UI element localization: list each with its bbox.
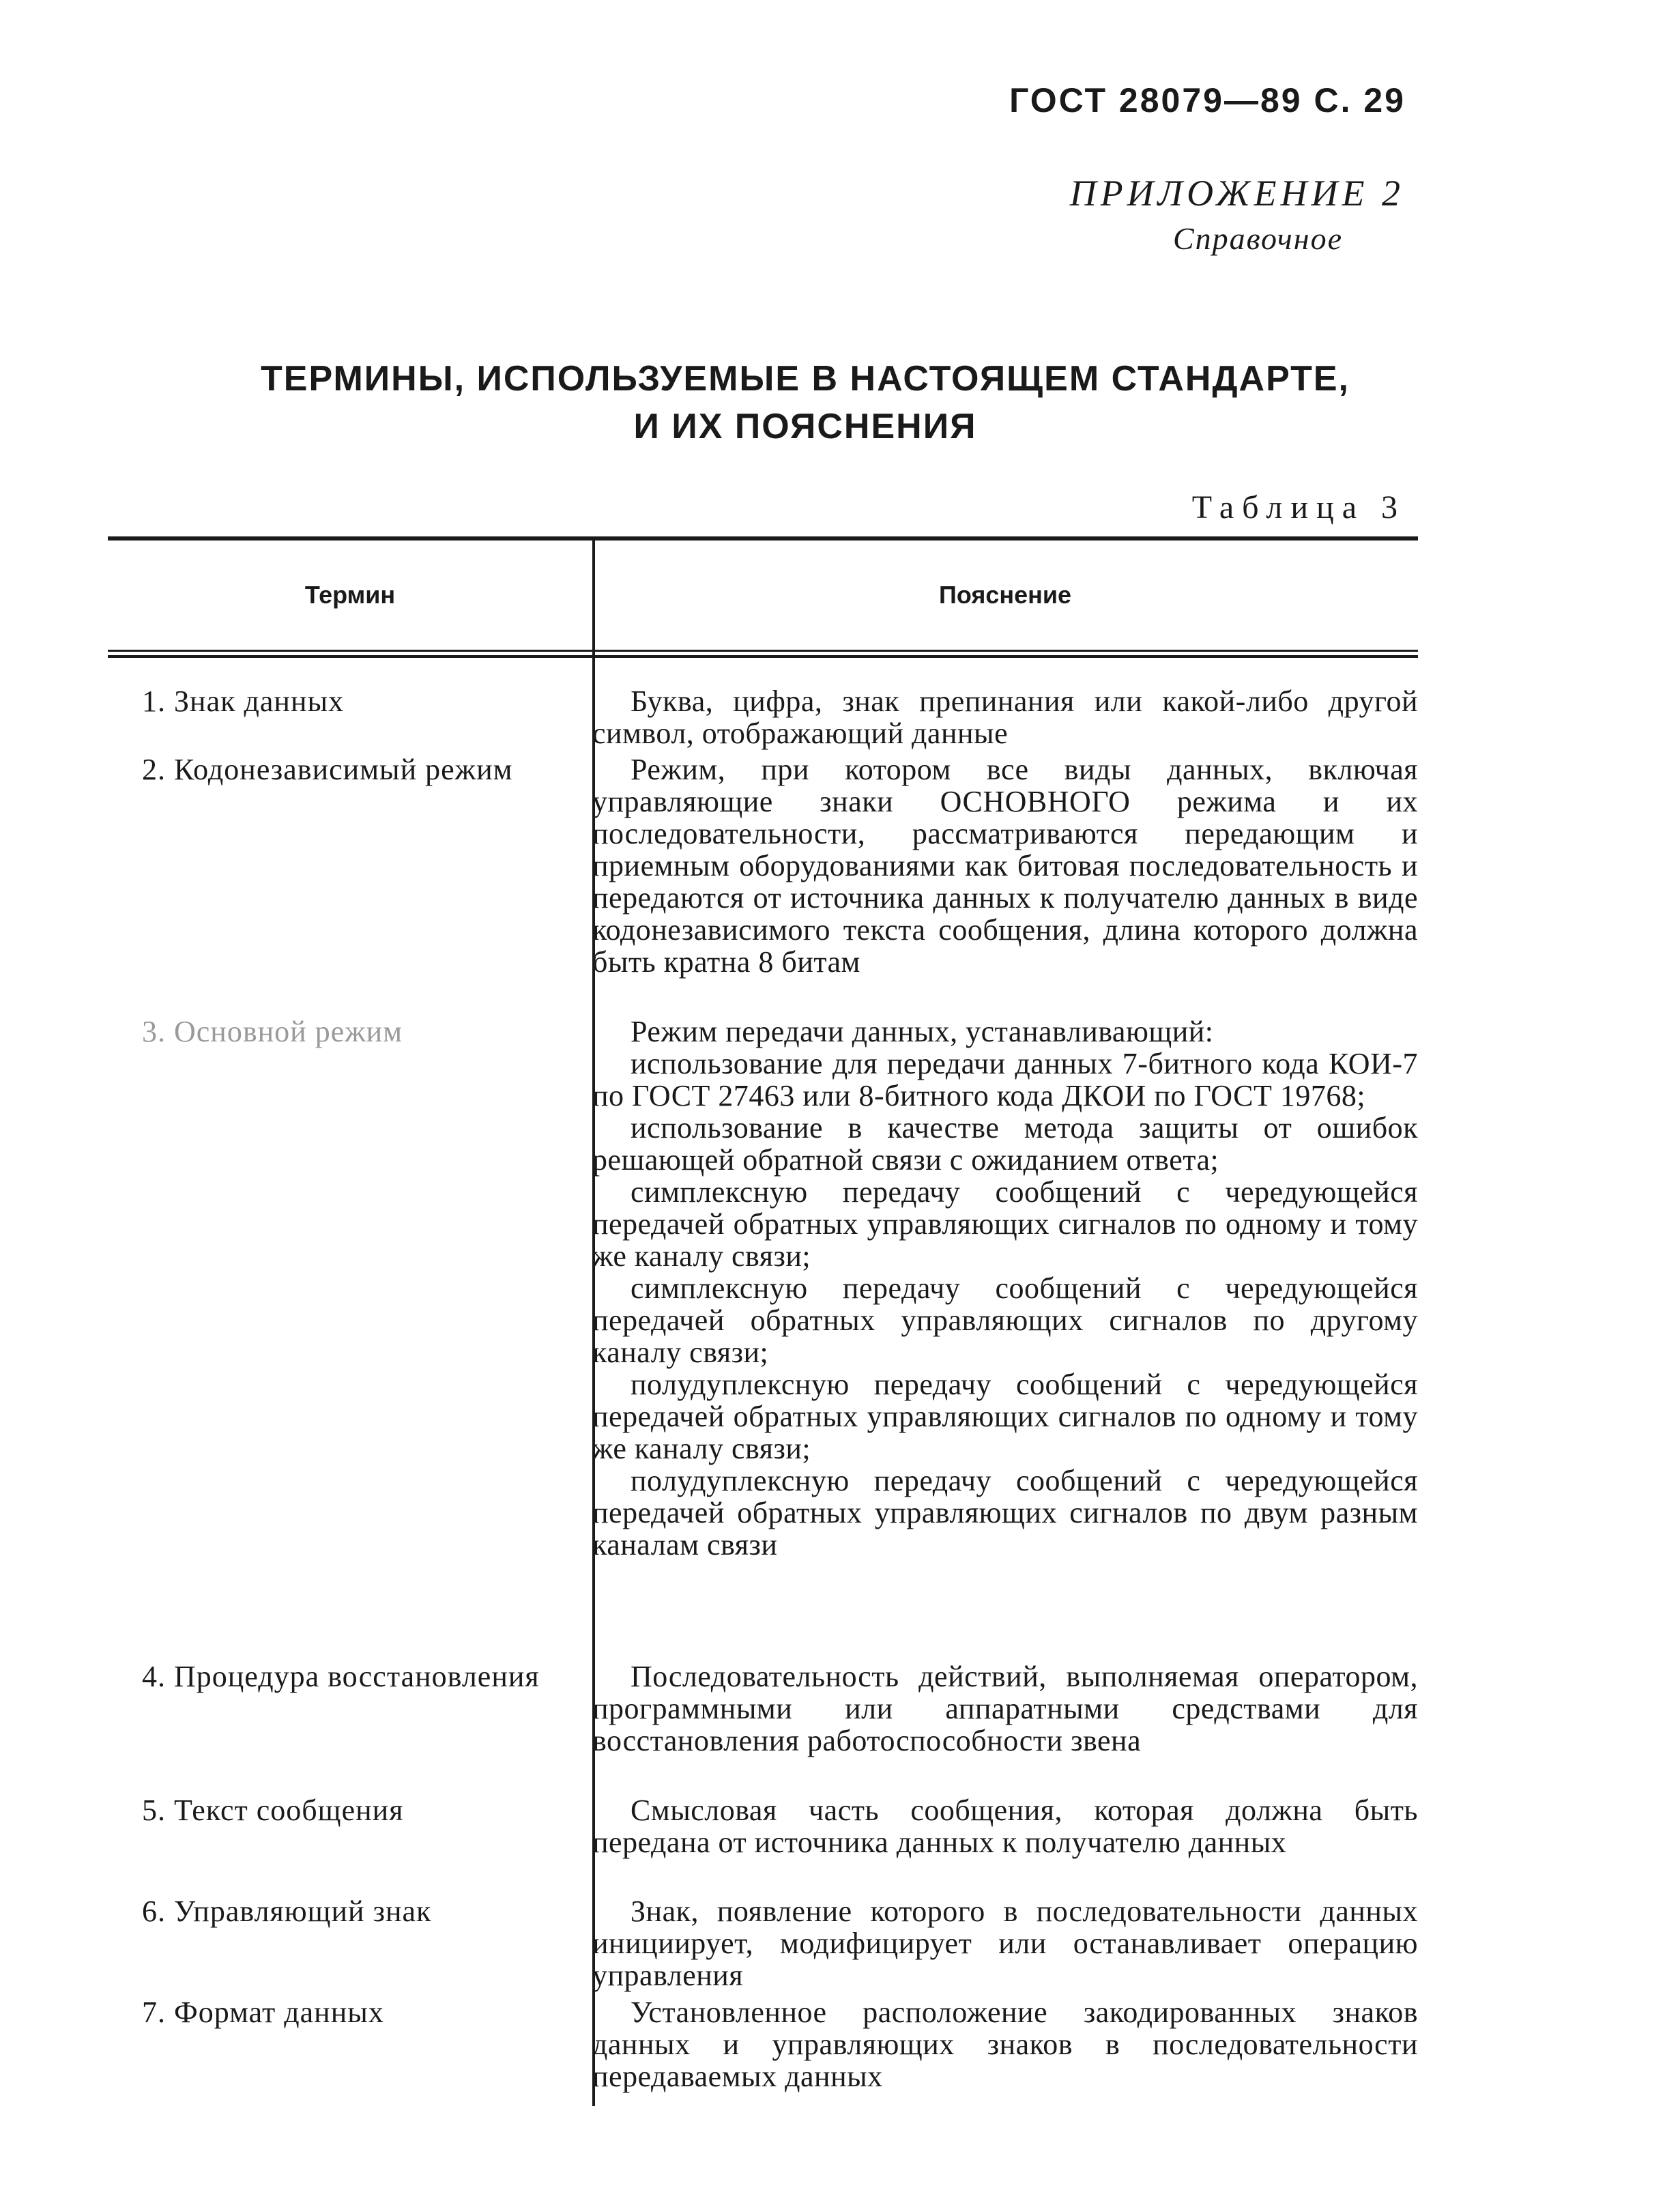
page-title [150, 355, 1460, 450]
explanation-cell [572, 1794, 1418, 1895]
explanation-text: использование для передачи данных 7-битного кода КОИ-7 по ГОСТ 27463 или 8-битного кода ДКОИ по ГОСТ 19768; [592, 1047, 1418, 1112]
table-row [108, 685, 1418, 753]
table-row [108, 1016, 1418, 1660]
explanation-text: симплексную передачу сообщений с чередующейся передачей обратных управляющих сигналов по другому каналу связи; [592, 1271, 1418, 1369]
explanation-text: Режим, при котором все виды данных, включая управляющие знаки ОСНОВНОГО режима и их последовательности, рассматриваются передающим и приемным оборудованиями как битовая последовательность и передаются от источника данных к получателю данных в виде кодонезависимого текста сообщения, длина которого должна быть кратна 8 битам [592, 753, 1418, 979]
explanation-cell [572, 1016, 1418, 1660]
term-cell: 1. Знак данных [142, 685, 345, 718]
explanation-text: Последовательность действий, выполняемая оператором, программными или аппаратными средствами для восстановления работоспособности звена [592, 1660, 1418, 1757]
term-cell: 6. Управляющий знак [142, 1895, 432, 1928]
explanation-text: использование в качестве метода защиты от ошибок решающей обратной связи с ожиданием ответа; [592, 1111, 1418, 1177]
explanation-text: полудуплексную передачу сообщений с чередующейся передачей обратных управляющих сигналов по двум разным каналам связи [592, 1464, 1418, 1561]
table-row [108, 1794, 1418, 1895]
explanation-cell [572, 1660, 1418, 1794]
header-explanation: Пояснение [938, 581, 1072, 609]
explanation-text: Смысловая часть сообщения, которая должна быть передана от источника данных к получателю данных [592, 1794, 1418, 1859]
header-term: Термин [304, 581, 396, 609]
term-cell: 2. Кодонезависимый режим [142, 753, 513, 786]
terms-table [108, 536, 1418, 2097]
explanation-text: Режим передачи данных, устанавливающий: [631, 1015, 1214, 1048]
appendix-number: ПРИЛОЖЕНИЕ 2 [1069, 173, 1404, 214]
term-cell: 3. Основной режим [142, 1015, 403, 1048]
title-line-1: ТЕРМИНЫ, ИСПОЛЬЗУЕМЫЕ В НАСТОЯЩЕМ СТАНДАРТЕ, [261, 359, 1350, 399]
header-double-rule [108, 650, 1418, 658]
table-row [108, 1996, 1418, 2097]
explanation-cell [572, 1895, 1418, 1996]
page-header-code: ГОСТ 28079—89 С. 29 [1009, 81, 1406, 119]
term-cell: 7. Формат данных [142, 1996, 384, 2029]
title-line-2: И ИХ ПОЯСНЕНИЯ [633, 407, 977, 446]
table-row [108, 1895, 1418, 1996]
table-row [108, 1660, 1418, 1794]
explanation-text: симплексную передачу сообщений с чередующейся передачей обратных управляющих сигналов по одному и тому же каналу связи; [592, 1175, 1418, 1273]
table-header [108, 541, 1418, 650]
explanation-cell [572, 753, 1418, 1016]
table-body [108, 658, 1418, 2097]
appendix-type: Справочное [1172, 221, 1343, 256]
term-cell: 4. Процедура восстановления [142, 1660, 540, 1693]
explanation-cell [572, 685, 1418, 753]
explanation-text: Установленное расположение закодированных знаков данных и управляющих знаков в последовательности передаваемых данных [592, 1996, 1418, 2093]
explanation-text: полудуплексную передачу сообщений с чередующейся передачей обратных управляющих сигналов по одному и тому же каналу связи; [592, 1368, 1418, 1465]
term-cell: 5. Текст сообщения [142, 1794, 404, 1827]
appendix-label [1070, 169, 1404, 261]
explanation-text: Знак, появление которого в последовательности данных инициирует, модифицирует или останавливает операцию управления [592, 1895, 1418, 1992]
table-label: Таблица 3 [1191, 489, 1406, 525]
table-row [108, 753, 1418, 1016]
explanation-text: Буква, цифра, знак препинания или какой-либо другой символ, отображающий данные [592, 685, 1418, 750]
explanation-cell [572, 1996, 1418, 2097]
